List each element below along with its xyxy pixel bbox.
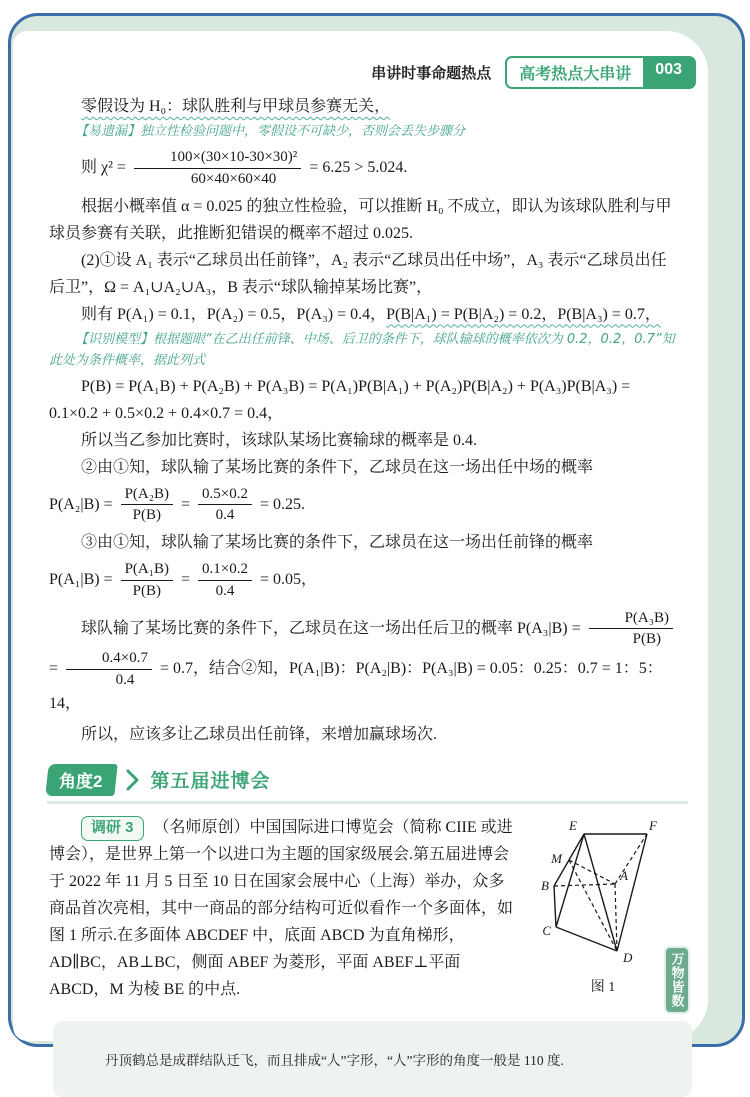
problem-text: 调研 3 （名师原创）中国国际进口博览会（简称 CIIE 或进博会），是世界上第一个以进口为主题的国家级展会.第五届进博会于 2022 年 11 月 5 日至 10 日在国家会展中心（上海）举办，众多商品首次亮相，其中一商品的部分结构可近似看作一个多面体，如图 1 所示.在多面体 ABCDEF 中，底面 ABCD 为直角梯形，AD∥BC，AB⊥BC，侧面 ABEF 为菱形，平面 ABEF⊥平面 ABCD，M 为棱 BE 的中点.: [49, 814, 518, 1003]
conditional-probability-mid-formula: P(A₂|B) = $\frac{\text{P(A₂B)}}{P(B)}$ = $\frac{0.5\times 0.2}{0.4}$ = 0.25.: [49, 485, 306, 524]
teacher-note-yilou: 【易遗漏】独立性检验问题中，零假设不可缺少，否则会丢失步骤分: [75, 124, 466, 139]
formula-suffix: = 6.25 > 5.024.: [309, 158, 408, 176]
side-tab-wanwujieshu: 万物皆数: [664, 946, 690, 1014]
solution-alpha-paragraph: 根据小概率值 α = 0.025 的独立性检验，可以推断 H₀ 不成立，即认为该球队胜利与甲球员参赛有关联，此推断犯错误的概率不超过 0.025.: [49, 197, 672, 242]
header-badge-label: 高考热点大串讲: [519, 65, 632, 83]
footer-note-text: 丹顶鹤总是成群结队迁飞，而且排成“人”字形，“人”字形的角度一般是 110 度.: [105, 1052, 564, 1068]
wavy-underlined-text: P(B|A₁) = P(B|A₂) = 0.2，P(B|A₃) = 0.7，: [386, 305, 661, 323]
page-header: [49, 57, 696, 87]
problem-block: [49, 814, 682, 1003]
header-section-title: 串讲时事命题热点: [371, 64, 492, 82]
fraction: $\frac{0.5\times 0.2}{0.4}$: [198, 485, 252, 526]
fraction: $\frac{\text{100×(30×10-30×30)²}}{60\times 40\times 60\times 40}$: [134, 148, 301, 189]
wavy-underlined-text: 零假设为 H₀：球队胜利与甲球员参赛无关，: [81, 98, 391, 115]
total-probability-formula: P(B) = P(A₁B) + P(A₂B) + P(A₃B) = P(A₁)P(B|A₁) + P(A₂)P(B|A₂) + P(A₃)P(B|A₃) = 0.1×0.2 + 0.5×0.2 + 0.4×0.7 = 0.4，: [49, 377, 631, 422]
solution-probability-values: 则有 P(A₁) = 0.1，P(A₂) = 0.5，P(A₃) = 0.4，P(B|A₁) = P(B|A₂) = 0.2，P(B|A₃) = 0.7，: [81, 305, 661, 323]
page-frame: [8, 13, 745, 1068]
solution-step3-text: ③由①知，球队输了某场比赛的条件下，乙球员在这一场出任前锋的概率: [81, 534, 594, 551]
investigation-badge: 调研 3: [81, 816, 144, 841]
vertex-label-d: D: [623, 949, 633, 965]
polyhedron-figure: [524, 816, 679, 974]
vertex-label-a: A: [620, 867, 628, 883]
chi-square-formula: [49, 144, 682, 193]
solution-conclusion-1: 所以当乙参加比赛时，该球队某场比赛输球的概率是 0.4.: [81, 431, 478, 449]
solution-conclusion-2: 所以，应该多让乙球员出任前锋，来增加赢球场次.: [81, 725, 438, 743]
fraction: $\frac{\text{P(A₂B)}}{P(B)}$: [121, 485, 173, 526]
page-number: 003: [643, 58, 694, 87]
formula-prefix: 则 χ² =: [81, 158, 126, 176]
vertex-label-f: F: [649, 817, 657, 833]
solution-step2-text: ②由①知，球队输了某场比赛的条件下，乙球员在这一场出任中场的概率: [81, 458, 594, 476]
vertex-label-m: M: [551, 850, 562, 866]
section-title: 第五届进博会: [150, 771, 271, 792]
solution-body: [49, 93, 682, 748]
page-content: [13, 31, 708, 1068]
vertex-label-c: C: [542, 922, 551, 938]
solution-setup-paragraph: (2)①设 A₁ 表示“乙球员出任前锋”，A₂ 表示“乙球员出任中场”，A₃ 表示“乙球员出任后卫”，Ω = A₁∪A₂∪A₃，B 表示“球队输掉某场比赛”，: [49, 251, 667, 296]
fraction: $\frac{\text{P(A₁B)}}{P(B)}$: [121, 560, 173, 601]
angle-badge: 角度2: [45, 764, 118, 796]
solution-null-hypothesis: [49, 93, 682, 120]
vertex-label-e: E: [569, 817, 577, 833]
fraction: $\frac{\text{P(A₃B)}}{P(B)}$: [589, 609, 673, 650]
figure-1: [524, 814, 682, 1003]
section-header: [47, 764, 688, 804]
footer-note-box: [53, 1021, 692, 1097]
conditional-probability-back-formula: 球队输了某场比赛的条件下，乙球员在这一场出任后卫的概率 P(A₃|B) = $\frac{\text{P(A₃B)}}{P(B)}$ = $\frac{0.4\times 0.7}{0.4}$ = 0.7，结合②知，P(A₁|B)：P(A₂|B)：P(A₃|B) = 0.05：0.25：0.7 = 1：5：14，: [49, 605, 682, 721]
header-badge: [505, 56, 696, 89]
figure-caption: 图 1: [590, 979, 616, 995]
section-arrow-icon: [126, 769, 140, 791]
teacher-note-model: 【识别模型】根据题眼“在乙出任前锋、中场、后卫的条件下，球队输球的概率依次为 0.2，0.2，0.7”知此处为条件概率，据此列式: [49, 331, 675, 368]
vertex-label-b: B: [541, 877, 549, 893]
fraction: $\frac{0.1\times 0.2}{0.4}$: [198, 560, 252, 601]
fraction: $\frac{0.4\times 0.7}{0.4}$: [66, 649, 152, 690]
conditional-probability-forward-formula: P(A₁|B) = $\frac{\text{P(A₁B)}}{P(B)}$ = $\frac{0.1\times 0.2}{0.4}$ = 0.05，: [49, 561, 318, 599]
